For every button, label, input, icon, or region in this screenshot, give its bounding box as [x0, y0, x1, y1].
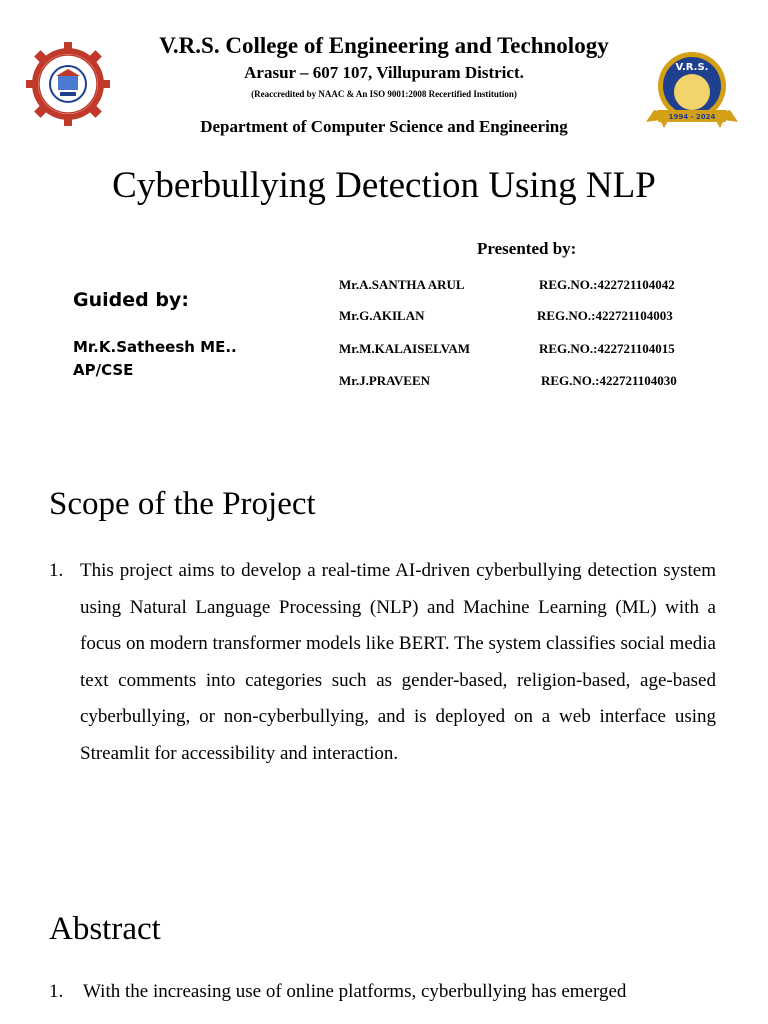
member-reg-2: REG.NO.:422721104003: [537, 308, 673, 323]
guide-details: [73, 336, 237, 382]
scope-item-text: This project aims to develop a real-time AI-driven cyberbullying detection system using Natural Language Processing (NLP) and Machine Learning (ML) with a focus on modern transformer models like BERT. The system classifies social media text comments into categories such as gender-based, religion-based, age-based cyberbullying, or non-cyberbullying, and is deployed on a web interface using Streamlit for accessibility and interaction.: [80, 560, 716, 764]
anniversary-badge-logo: [644, 48, 740, 128]
abstract-item-number: 1.: [49, 981, 64, 1002]
department-name: Department of Computer Science and Engineering: [200, 117, 568, 136]
guide-designation: AP/CSE: [73, 361, 134, 379]
member-name-2: Mr.G.AKILAN: [339, 308, 425, 323]
accreditation-note: (Reaccredited by NAAC & An ISO 9001:2008 Recertified Institution): [251, 89, 517, 99]
member-name-4: Mr.J.PRAVEEN: [339, 373, 431, 388]
member-reg-4: REG.NO.:422721104030: [541, 373, 677, 388]
scope-item-number: 1.: [49, 560, 64, 581]
college-address: Arasur – 607 107, Villupuram District.: [244, 63, 524, 82]
college-name: V.R.S. College of Engineering and Technology: [159, 33, 609, 58]
member-name-3: Mr.M.KALAISELVAM: [339, 341, 470, 356]
badge-top-text: V.R.S.: [675, 62, 709, 73]
member-reg-1: REG.NO.:422721104042: [539, 277, 675, 292]
scope-heading: Scope of the Project: [49, 486, 316, 522]
scope-item: [49, 553, 716, 773]
guided-by-label: Guided by:: [73, 289, 189, 311]
member-name-1: Mr.A.SANTHA ARUL: [339, 277, 465, 292]
abstract-heading: Abstract: [49, 911, 161, 947]
presentation-title: Cyberbullying Detection Using NLP: [112, 165, 656, 206]
presented-by-label: Presented by:: [477, 239, 577, 258]
guide-name: Mr.K.Satheesh ME..: [73, 338, 237, 356]
abstract-item-text: With the increasing use of online platforms, cyberbullying has emerged: [83, 981, 627, 1002]
anniversary-logo: [644, 48, 740, 133]
abstract-item: [49, 974, 716, 1011]
badge-years: 1994 - 2024: [668, 113, 716, 121]
member-reg-3: REG.NO.:422721104015: [539, 341, 675, 356]
